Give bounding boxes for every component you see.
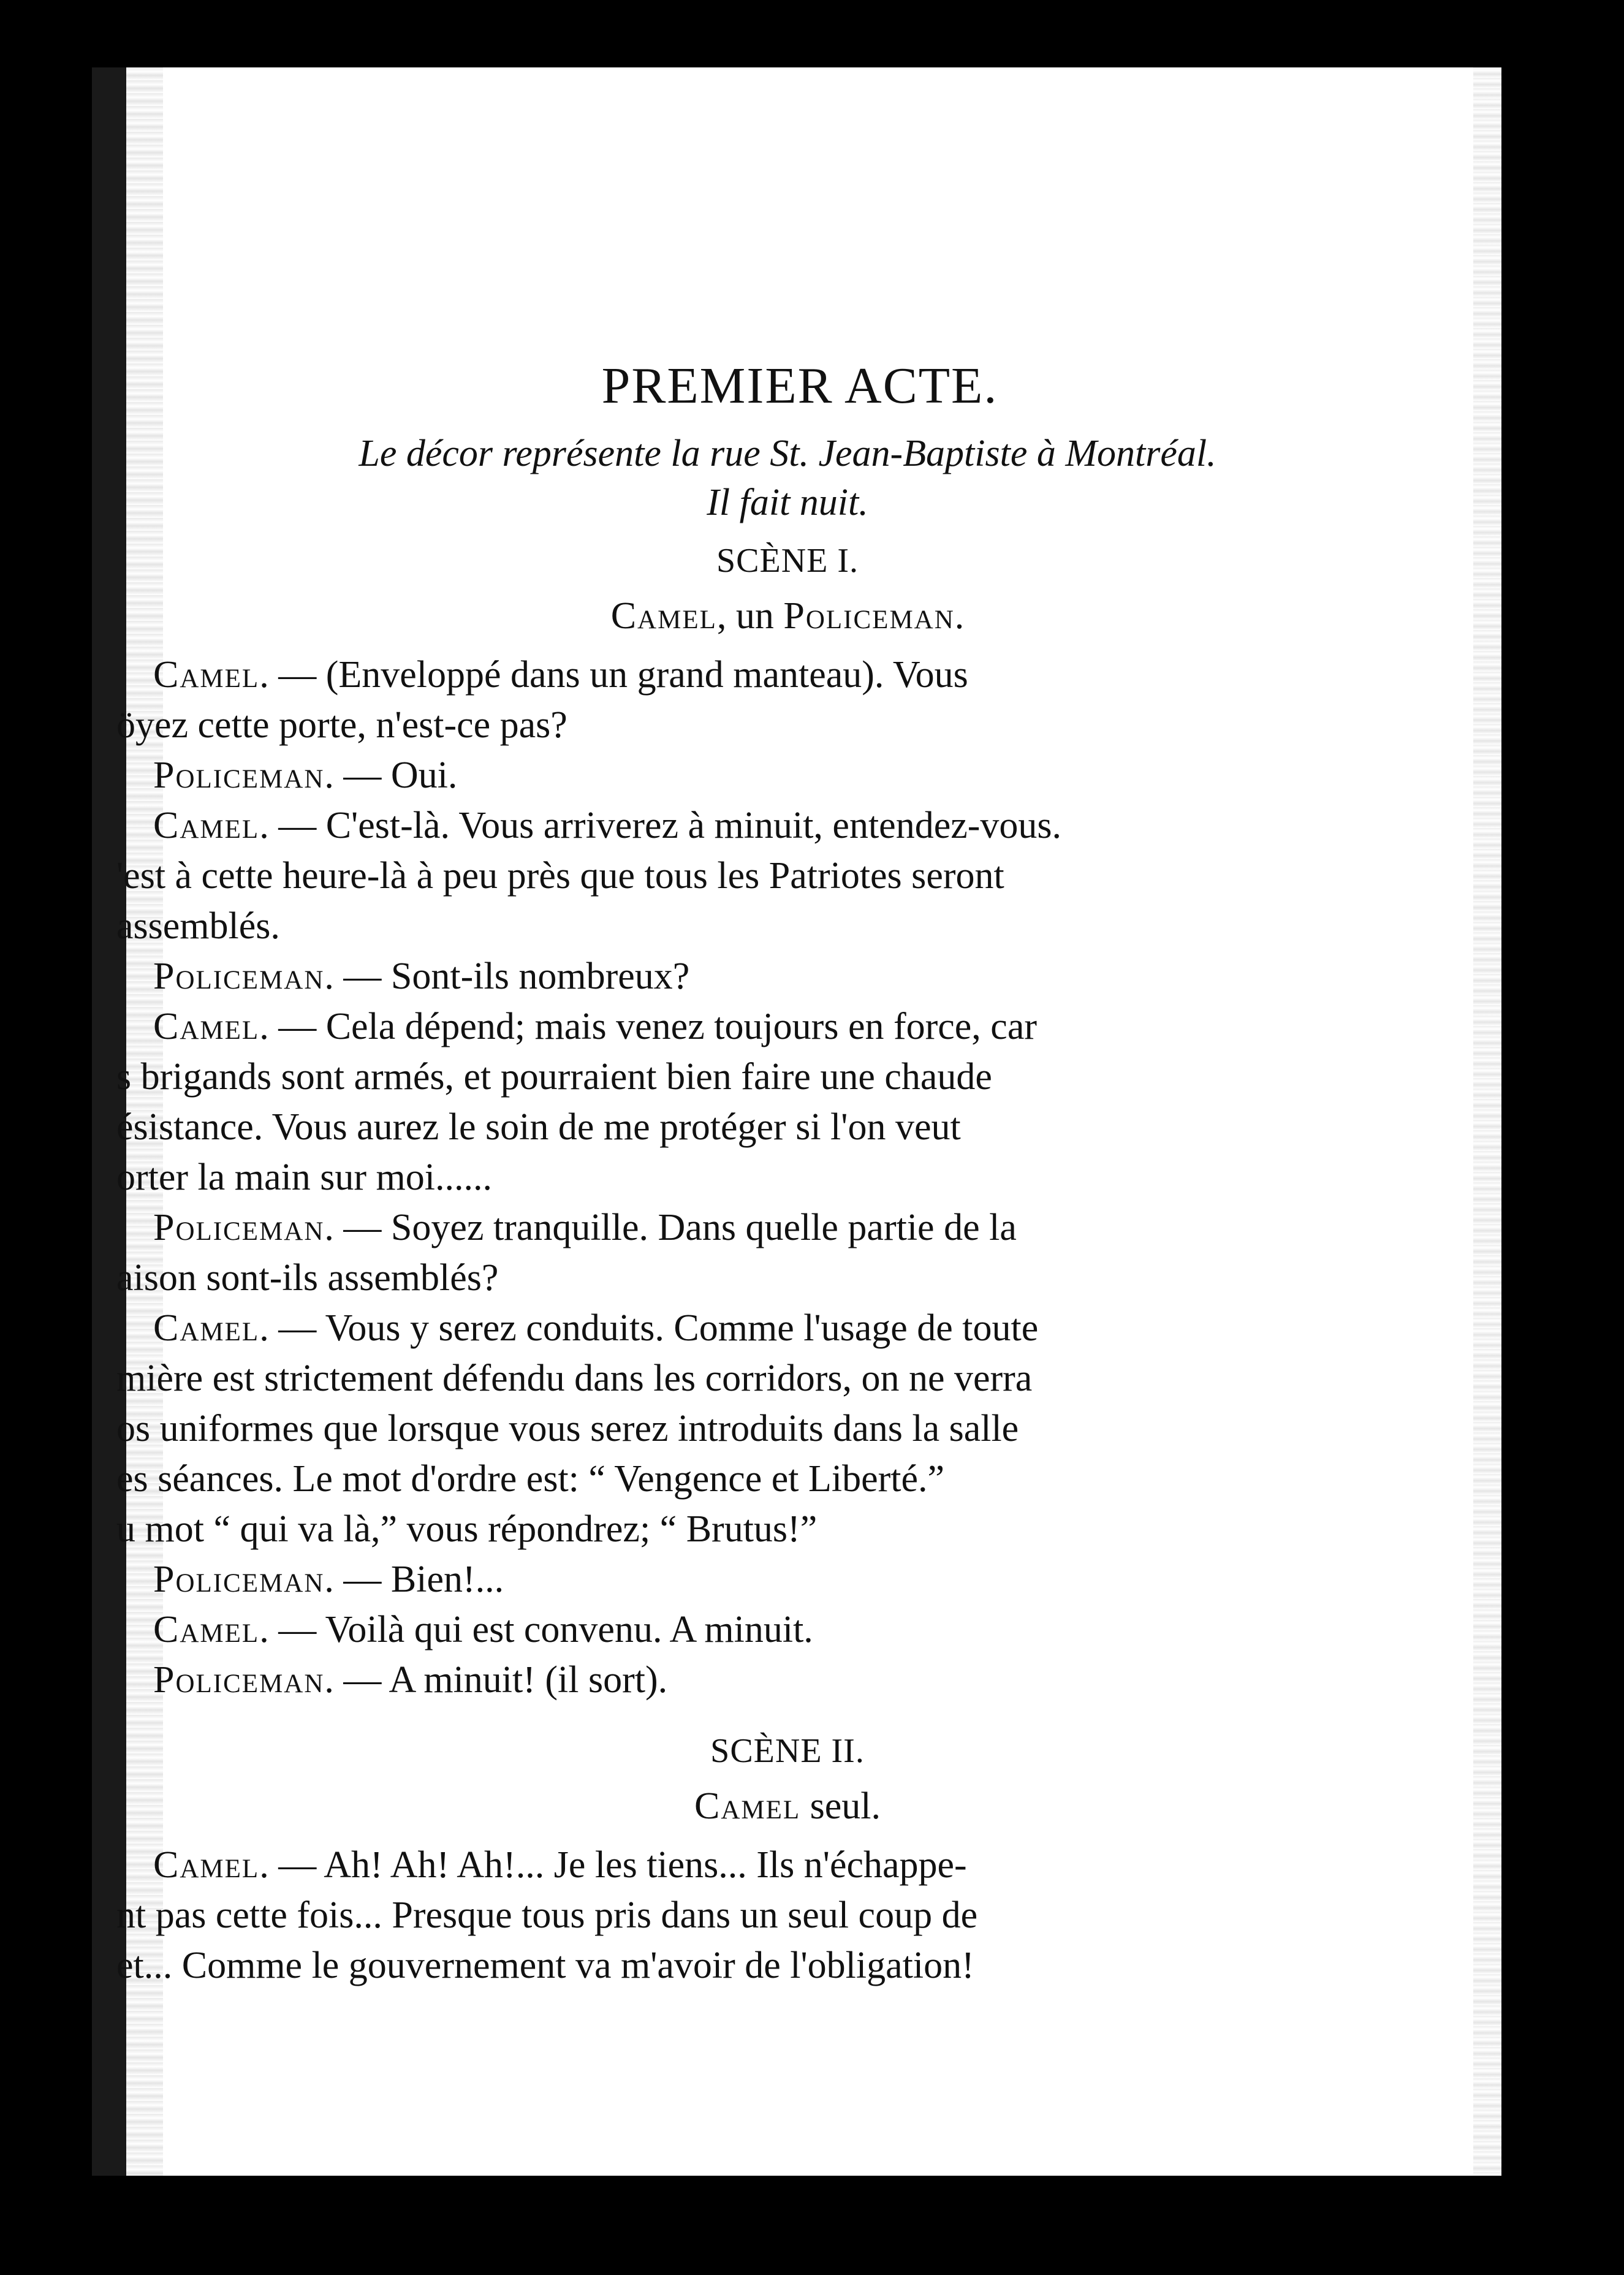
dialogue-first-line xyxy=(116,1655,1422,1705)
dialogue-continuation-line: es séances. Le mot d'ordre est: “ Vengence et Liberté.” xyxy=(116,1458,945,1500)
speaker-name: Policeman xyxy=(153,1207,325,1248)
dialogue-entry xyxy=(116,1840,1422,1991)
speaker-name: Policeman xyxy=(153,1659,325,1701)
dialogue-entry xyxy=(116,1001,1422,1202)
dialogue-continuation-line: et... Comme le gouvernement va m'avoir de l'obligation! xyxy=(116,1945,974,1986)
dialogue-entry xyxy=(116,1605,1422,1655)
dialogue-text: . — (Enveloppé dans un grand manteau). Vous xyxy=(259,654,968,696)
dialogue-continuation-line: u mot “ qui va là,” vous répondrez; “ Brutus!” xyxy=(116,1508,818,1550)
dialogue-first-line xyxy=(116,1303,1422,1353)
dialogue-entry xyxy=(116,1554,1422,1605)
dialogue-first-line xyxy=(116,1001,1422,1052)
dialogue-entry xyxy=(116,1303,1422,1554)
scene-2-dialogue xyxy=(116,1840,1422,1991)
setting-line-1: Le décor représente la rue St. Jean-Baptiste à Montréal. xyxy=(359,433,1216,474)
dialogue-first-line xyxy=(116,650,1422,700)
stage-setting xyxy=(153,429,1422,527)
scene-1-cast xyxy=(153,588,1422,644)
dialogue-first-line xyxy=(116,1202,1422,1253)
scene-2-heading: SCÈNE II. xyxy=(710,1732,865,1770)
dialogue-continuation-line: aison sont-ils assemblés? xyxy=(116,1257,499,1299)
speaker-name: Policeman xyxy=(153,1559,325,1600)
cast-name-camel: Camel xyxy=(610,595,717,637)
page-right-edge-noise xyxy=(1473,67,1501,2176)
speaker-name: Camel xyxy=(153,1609,260,1650)
dialogue-text: . — Oui. xyxy=(324,754,458,796)
cast-name-camel: Camel xyxy=(694,1785,801,1827)
dialogue-continuation-line: 'est à cette heure-là à peu près que tous les Patriotes seront xyxy=(116,855,1004,897)
dialogue-first-line xyxy=(116,1554,1422,1605)
dialogue-first-line xyxy=(116,750,1422,800)
cast-separator: , un xyxy=(716,595,784,637)
dialogue-entry xyxy=(116,1655,1422,1705)
dialogue-text: . — Voilà qui est convenu. A minuit. xyxy=(259,1609,813,1650)
dialogue-text: . — Bien!... xyxy=(324,1559,504,1600)
dialogue-text: . — C'est-là. Vous arriverez à minuit, entendez-vous. xyxy=(259,805,1061,846)
speaker-name: Camel xyxy=(153,1307,260,1349)
dialogue-first-line xyxy=(116,800,1422,851)
dialogue-first-line xyxy=(116,1840,1422,1890)
dialogue-continuation-line: orter la main sur moi...... xyxy=(116,1156,492,1198)
dialogue-first-line xyxy=(116,1605,1422,1655)
dialogue-text: . — Vous y serez conduits. Comme l'usage de toute xyxy=(259,1307,1039,1349)
speaker-name: Policeman xyxy=(153,955,325,997)
dialogue-first-line xyxy=(116,951,1422,1001)
dialogue-text: . — Cela dépend; mais venez toujours en force, car xyxy=(259,1006,1037,1047)
cast-name-policeman: Policeman xyxy=(783,595,955,637)
scene-1-dialogue xyxy=(116,650,1422,1705)
speaker-name: Camel xyxy=(153,805,260,846)
dialogue-continuation-line: s brigands sont armés, et pourraient bien faire une chaude xyxy=(116,1056,992,1098)
scene-1-heading: SCÈNE I. xyxy=(716,542,859,580)
page-content xyxy=(116,355,1422,1991)
dialogue-entry xyxy=(116,750,1422,800)
speaker-name: Camel xyxy=(153,1844,260,1886)
dialogue-text: . — A minuit! (il sort). xyxy=(324,1659,668,1701)
scene-2-cast xyxy=(153,1779,1422,1834)
dialogue-entry xyxy=(116,650,1422,750)
dialogue-entry xyxy=(116,1202,1422,1303)
dialogue-continuation-line: assemblés. xyxy=(116,905,280,947)
act-title: PREMIER ACTE. xyxy=(601,357,998,414)
speaker-name: Camel xyxy=(153,654,260,696)
cast-note: seul. xyxy=(800,1785,881,1827)
speaker-name: Camel xyxy=(153,1006,260,1047)
dialogue-continuation-line: ésistance. Vous aurez le soin de me protéger si l'on veut xyxy=(116,1106,961,1148)
dialogue-continuation-line: os uniformes que lorsque vous serez introduits dans la salle xyxy=(116,1408,1019,1449)
dialogue-text: . — Ah! Ah! Ah!... Je les tiens... Ils n'échappe- xyxy=(259,1844,967,1886)
dialogue-entry xyxy=(116,951,1422,1001)
dialogue-continuation-line: mière est strictement défendu dans les corridors, on ne verra xyxy=(116,1358,1033,1399)
setting-line-2: Il fait nuit. xyxy=(707,482,868,523)
dialogue-entry xyxy=(116,800,1422,951)
dialogue-continuation-line: nt pas cette fois... Presque tous pris dans un seul coup de xyxy=(116,1894,978,1936)
cast-end: . xyxy=(954,595,965,637)
scene-gap xyxy=(116,1705,1422,1723)
dialogue-continuation-line: öyez cette porte, n'est-ce pas? xyxy=(116,704,567,746)
speaker-name: Policeman xyxy=(153,754,325,796)
book-page xyxy=(92,67,1501,2176)
dialogue-text: . — Soyez tranquille. Dans quelle partie de la xyxy=(324,1207,1017,1248)
dialogue-text: . — Sont-ils nombreux? xyxy=(324,955,690,997)
